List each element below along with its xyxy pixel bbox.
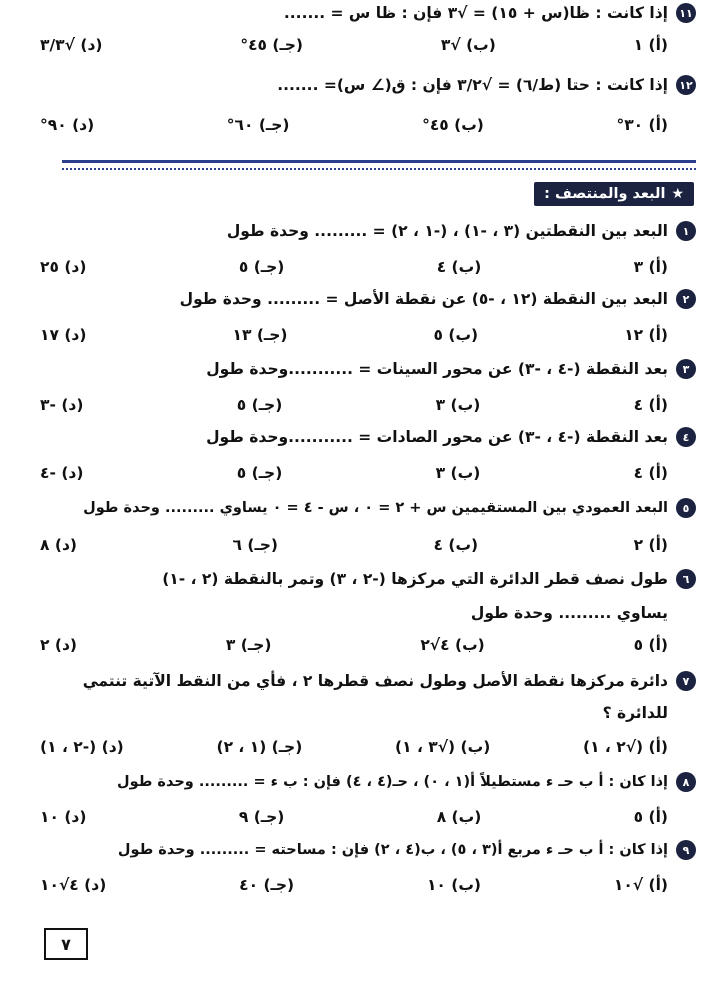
- question-number-badge: ٩: [676, 840, 696, 860]
- option-a[interactable]: (أ) ٣٠°: [616, 116, 668, 134]
- question-text: البعد بين النقطة (١٢ ، -٥) عن نقطة الأصل = ......... وحدة طول: [179, 290, 668, 308]
- question-text: دائرة مركزها نقطة الأصل وطول نصف قطرها ٢ ، فأي من النقط الآتية تنتمي: [82, 672, 668, 690]
- options-8: [40, 808, 668, 832]
- option-a[interactable]: (أ) ٢: [633, 536, 668, 554]
- question-7: [40, 672, 690, 690]
- options-1: [40, 258, 668, 282]
- option-b[interactable]: (ب) ٥: [433, 326, 479, 344]
- question-text: البعد بين النقطتين (٣ ، -١) ، (-١ ، ٢) = ......... وحدة طول: [226, 222, 668, 240]
- option-a[interactable]: (أ) ٣: [633, 258, 668, 276]
- option-d[interactable]: (د) √٣/٣: [40, 36, 103, 54]
- page-number: ٧: [44, 928, 88, 960]
- section-title: البعد والمنتصف :: [544, 186, 666, 202]
- option-c[interactable]: (جـ) ٦٠°: [226, 116, 290, 134]
- option-a[interactable]: (أ) √١٠: [613, 876, 668, 894]
- option-b[interactable]: (ب) ٤: [436, 258, 482, 276]
- question-4: [40, 428, 690, 446]
- question-number-badge: ١١: [676, 3, 696, 23]
- option-a[interactable]: (أ) ٥: [633, 636, 668, 654]
- option-d[interactable]: (د) ١٠: [40, 808, 87, 826]
- option-d[interactable]: (د) ٢: [40, 636, 78, 654]
- option-c[interactable]: (جـ) ٤٠: [239, 876, 295, 894]
- question-11: [40, 4, 693, 22]
- option-c[interactable]: (جـ) ٩: [238, 808, 285, 826]
- option-c[interactable]: (جـ) ٥: [236, 464, 283, 482]
- option-c[interactable]: (جـ) (١ ، ٢): [216, 738, 303, 756]
- options-2: [40, 326, 668, 350]
- question-number-badge: ٧: [676, 671, 696, 691]
- question-text: إذا كان : أ ب حـ ء مستطيلاً أ(١ ، ٠) ، حـ(٤ ، ٤) فإن : ب ء = ......... وحدة طول: [117, 774, 668, 790]
- option-a[interactable]: (أ) ٤: [633, 396, 668, 414]
- section-header: [534, 182, 694, 206]
- divider-line: [62, 160, 696, 163]
- options-5: [40, 536, 668, 560]
- options-3: [40, 396, 668, 420]
- options-6: [40, 636, 668, 660]
- option-d[interactable]: (د) ٢٥: [40, 258, 87, 276]
- question-text: إذا كانت : حتا (ط/٦) = √٣/٢ فإن : ق(∠ س)= .......: [277, 76, 668, 94]
- option-c[interactable]: (جـ) ٥: [236, 396, 283, 414]
- option-d[interactable]: (د) (-٢ ، ١): [40, 738, 124, 756]
- option-c[interactable]: (جـ) ٥: [238, 258, 285, 276]
- question-5: [40, 500, 690, 516]
- option-b[interactable]: (ب) (√٣ ، ١): [395, 738, 491, 756]
- option-b[interactable]: (ب) ٤٥°: [422, 116, 484, 134]
- question-2: [40, 290, 690, 308]
- question-text: طول نصف قطر الدائرة التي مركزها (-٢ ، ٣) وتمر بالنقطة (٢ ، -١): [162, 570, 668, 588]
- option-b[interactable]: (ب) ٣: [435, 464, 481, 482]
- question-text: البعد العمودي بين المستقيمين س + ٢ = ٠ ، س - ٤ = ٠ يساوي ......... وحدة طول: [83, 500, 668, 516]
- options-4: [40, 464, 668, 488]
- options-12: [40, 116, 668, 140]
- question-continuation: يساوي ......... وحدة طول: [470, 604, 668, 622]
- question-text: بعد النقطة (-٤ ، -٣) عن محور الصادات = ...........وحدة طول: [206, 428, 668, 446]
- star-icon: ★: [671, 186, 684, 202]
- option-b[interactable]: (ب) ٣: [435, 396, 481, 414]
- question-number-badge: ١٢: [676, 75, 696, 95]
- question-text: بعد النقطة (-٤ ، -٣) عن محور السينات = ...........وحدة طول: [206, 360, 668, 378]
- question-number-badge: ٨: [676, 772, 696, 792]
- option-b[interactable]: (ب) √٣: [440, 36, 496, 54]
- options-11: [40, 36, 668, 60]
- option-a[interactable]: (أ) ١: [633, 36, 668, 54]
- option-a[interactable]: (أ) ١٢: [624, 326, 668, 344]
- option-b[interactable]: (ب) ٨: [436, 808, 482, 826]
- options-7: [40, 738, 668, 762]
- question-number-badge: ٣: [676, 359, 696, 379]
- option-c[interactable]: (جـ) ٣: [225, 636, 272, 654]
- option-b[interactable]: (ب) ١٠: [426, 876, 482, 894]
- question-number-badge: ٤: [676, 427, 696, 447]
- question-number-badge: ١: [676, 221, 696, 241]
- option-d[interactable]: (د) -٤: [40, 464, 84, 482]
- question-text: إذا كان : أ ب حـ ء مربع أ(٣ ، ٥) ، ب(٤ ، ٢) فإن : مساحته = ......... وحدة طول: [117, 842, 668, 858]
- option-a[interactable]: (أ) ٥: [633, 808, 668, 826]
- question-8: [40, 774, 690, 790]
- question-number-badge: ٢: [676, 289, 696, 309]
- question-continuation: للدائرة ؟: [602, 704, 668, 722]
- option-b[interactable]: (ب) ٤√٢: [420, 636, 485, 654]
- options-9: [40, 876, 668, 900]
- option-d[interactable]: (د) -٣: [40, 396, 84, 414]
- option-b[interactable]: (ب) ٤: [433, 536, 479, 554]
- option-a[interactable]: (أ) (√٢ ، ١): [582, 738, 668, 756]
- divider-dotted-line: [62, 168, 696, 172]
- option-c[interactable]: (جـ) ١٣: [232, 326, 288, 344]
- option-c[interactable]: (جـ) ٤٥°: [240, 36, 304, 54]
- option-d[interactable]: (د) ١٧: [40, 326, 87, 344]
- question-3: [40, 360, 690, 378]
- question-number-badge: ٥: [676, 498, 696, 518]
- question-12: [40, 76, 693, 94]
- question-6: [40, 570, 690, 588]
- question-9: [40, 842, 690, 858]
- option-a[interactable]: (أ) ٤: [633, 464, 668, 482]
- question-1: [40, 222, 690, 240]
- option-c[interactable]: (جـ) ٦: [232, 536, 279, 554]
- option-d[interactable]: (د) ٩٠°: [40, 116, 95, 134]
- option-d[interactable]: (د) ٨: [40, 536, 78, 554]
- option-d[interactable]: (د) ٤√١٠: [40, 876, 107, 894]
- question-number-badge: ٦: [676, 569, 696, 589]
- question-text: إذا كانت : ظا(س + ١٥) = √٣ فإن : ظا س = .......: [283, 4, 668, 22]
